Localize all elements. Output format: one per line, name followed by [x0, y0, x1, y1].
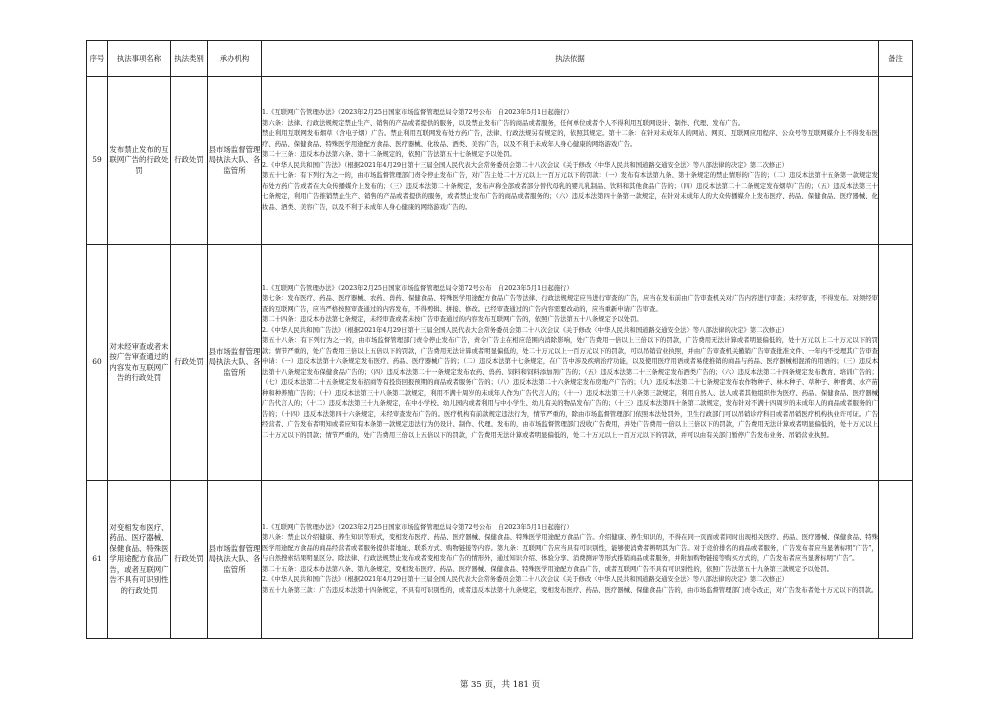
basis-paragraph: 第八条：禁止以介绍健康、养生知识等形式，变相发布医疗、药品、医疗器械、保健食品、特殊医学用途配方食品广告。介绍健康、养生知识的，不得在同一页面或者同时出现相关医疗、药品、医疗器械、保健食品、特殊医学用途配方食品的商品经营者或者服务提供者地址、联系方式、购物链接等内容。第九条：互联网广告应当具有可识别性，能够使消费者辨明其为广告。对于竞价排名的商品或者服务，广告发布者应当显著标明“广告”，与自然搜索结果明显区分。除法律、行政法规禁止发布或者变相发布广告的情形外，通过知识介绍、体验分享、消费测评等形式推销商品或者服务，并附加购物链接等购买方式的，广告发布者应当显著标明“广告”。 — [262, 534, 878, 563]
row-basis — [262, 245, 879, 481]
header-agency: 承办机构 — [208, 41, 262, 77]
header-item-name: 执法事项名称 — [108, 41, 171, 77]
basis-paragraph: 2.《中华人民共和国广告法》（根据2021年4月29日第十三届全国人民代表大会常务委员会第二十八次会议《关于修改〈中华人民共和国道路交通安全法〉等八部法律的决定》第二次修正） — [262, 161, 788, 169]
row-basis — [262, 481, 879, 639]
row-category: 行政处罚 — [171, 481, 208, 639]
row-remarks — [879, 245, 913, 481]
row-agency: 县市场监督管理局执法大队、各监管所 — [208, 77, 262, 245]
basis-paragraph: 禁止利用互联网发布烟草（含电子烟）广告。禁止利用互联网发布处方药广告，法律、行政法规另有规定的，依照其规定。第十二条：在针对未成年人的网站、网页、互联网应用程序、公众号等互联网媒介上不得发布医疗、药品、保健食品、特殊医学用途配方食品、医疗器械、化妆品、酒类、美容广告，以及不利于未成年人身心健康的网络游戏广告。 — [262, 130, 878, 148]
row-agency: 县市场监督管理局执法大队、各监管所 — [208, 245, 262, 481]
basis-paragraph: 2.《中华人民共和国广告法》（根据2021年4月29日第十三届全国人民代表大会常务委员会第二十八次会议《关于修改〈中华人民共和国道路交通安全法〉等八部法律的决定》第二次修正） — [262, 326, 788, 334]
basis-paragraph: 第六条：法律、行政法规规定禁止生产、销售的产品或者提供的服务，以及禁止发布广告的商品或者服务，任何单位或者个人不得利用互联网设计、制作、代理、发布广告。 — [262, 119, 745, 127]
basis-paragraph: 1.《互联网广告管理办法》（2023年2月25日国家市场监督管理总局令第72号公布 自2023年5月1日起施行） — [262, 523, 573, 531]
row-agency: 县市场监督管理局执法大队、各监管所 — [208, 481, 262, 639]
row-seq: 61 — [87, 481, 108, 639]
basis-paragraph: 1.《互联网广告管理办法》（2023年2月25日国家市场监督管理总局令第72号公布 自2023年5月1日起施行） — [262, 284, 573, 292]
table-row — [87, 77, 913, 245]
row-item-name: 对变相发布医疗、药品、医疗器械、保健食品、特殊医学用途配方食品广告，或者互联网广告不具有可识别性的行政处罚 — [108, 481, 171, 639]
basis-paragraph: 第二十五条：违反本办法第八条、第九条规定，变相发布医疗、药品、医疗器械、保健食品、特殊医学用途配方食品广告，或者互联网广告不具有可识别性的，依照广告法第五十九条第三款规定予以处罚。 — [262, 565, 833, 573]
basis-paragraph: 第二十三条：违反本办法第六条、第十二条规定的，依照广告法第五十七条规定予以处罚。 — [262, 151, 516, 158]
table-header-row — [87, 41, 913, 77]
row-basis — [262, 77, 879, 245]
basis-paragraph: 第五十九条第三款：广告违反本法第十四条规定，不具有可识别性的，或者违反本法第十九条规定，变相发布医疗、药品、医疗器械、保健食品广告的，由市场监督管理部门责令改正，对广告发布者处十万元以下的罚款。 — [262, 586, 878, 594]
enforcement-table — [86, 40, 913, 639]
row-seq: 59 — [87, 77, 108, 245]
basis-paragraph: 2.《中华人民共和国广告法》（根据2021年4月29日第十三届全国人民代表大会常务委员会第二十八次会议《关于修改〈中华人民共和国道路交通安全法〉等八部法律的决定》第二次修正） — [262, 576, 788, 584]
basis-paragraph: 1.《互联网广告管理办法》（2023年2月25日国家市场监督管理总局令第72号公布 自2023年5月1日起施行） — [262, 109, 573, 116]
basis-paragraph: 第五十八条：有下列行为之一的，由市场监督管理部门责令停止发布广告，责令广告主在相应范围内消除影响，处广告费用一倍以上三倍以下的罚款，广告费用无法计算或者明显偏低的，处十万元以上二十万元以下的罚款；情节严重的，处广告费用三倍以上五倍以下的罚款，广告费用无法计算或者明显偏低的，处二十万元以上一百万元以下的罚款，可以吊销营业执照，并由广告审查机关撤销广告审查批准文件、一年内不受理其广告审查申请：（一）违反本法第十六条规定发布医疗、药品、医疗器械广告的；（二）违反本法第十七条规定，在广告中涉及疾病治疗功能，以及使用医疗用语或者易使推销的商品与药品、医疗器械相混淆的用语的；（三）违反本法第十八条规定发布保健食品广告的；（四）违反本法第二十一条规定发布农药、兽药、饲料和饲料添加剂广告的；（五）违反本法第二十三条规定发布酒类广告的；（六）违反本法第二十四条规定发布教育、培训广告的；（七）违反本法第二十五条规定发布招商等有投资回报预期的商品或者服务广告的；（八）违反本法第二十六条规定发布房地产广告的；（九）违反本法第二十七条规定发布农作物种子、林木种子、草种子、种畜禽、水产苗种和种养殖广告的；（十）违反本法第三十八条第二款规定，利用不满十周岁的未成年人作为广告代言人的；（十一）违反本法第三十八条第三款规定，利用自然人、法人或者其他组织作为医疗、药品、保健食品、医疗器械广告代言人的；（十二）违反本法第三十九条规定，在中小学校、幼儿园内或者利用与中小学生、幼儿有关的物品发布广告的；（十三）违反本法第四十条第二款规定，发布针对不满十四周岁的未成年人的商品或者服务的广告的；（十四）违反本法第四十六条规定，未经审查发布广告的。医疗机构有前款规定违法行为，情节严重的，除由市场监督管理部门依照本法处罚外，卫生行政部门可以吊销诊疗科目或者吊销医疗机构执业许可证。广告经营者、广告发布者明知或者应知有本条第一款规定违法行为仍设计、制作、代理、发布的，由市场监督管理部门没收广告费用，并处广告费用一倍以上三倍以下的罚款，广告费用无法计算或者明显偏低的，处十万元以上二十万元以下的罚款；情节严重的，处广告费用三倍以上五倍以下的罚款，广告费用无法计算或者明显偏低的，处二十万元以上一百万元以下的罚款，并可以由有关部门暂停广告发布业务、吊销营业执照。 — [262, 337, 878, 439]
row-remarks — [879, 77, 913, 245]
basis-paragraph: 第二十四条：违反本办法第七条规定，未经审查或者未按广告审查通过的内容发布互联网广告的，依照广告法第五十八条规定予以处罚。 — [262, 316, 643, 324]
row-seq: 60 — [87, 245, 108, 481]
row-category: 行政处罚 — [171, 245, 208, 481]
table-row — [87, 245, 913, 481]
header-basis: 执法依据 — [262, 41, 879, 77]
header-seq: 序号 — [87, 41, 108, 77]
row-item-name: 对未经审查或者未按广告审查通过的内容发布互联网广告的行政处罚 — [108, 245, 171, 481]
header-category: 执法类别 — [171, 41, 208, 77]
header-remarks: 备注 — [879, 41, 913, 77]
basis-paragraph: 第五十七条：有下列行为之一的，由市场监督管理部门责令停止发布广告，对广告主处二十万元以上一百万元以下的罚款：（一）发布有本法第九条、第十条规定的禁止情形的广告的；（二）违反本法第十五条第一款规定发布处方药广告或者在大众传播媒介上发布的；（三）违反本法第二十条规定，发布声称全部或者部分替代母乳的婴儿乳制品、饮料和其他食品广告的；（四）违反本法第二十二条规定发布烟草广告的；（五）违反本法第三十七条规定，利用广告推销禁止生产、销售的产品或者提供的服务，或者禁止发布广告的商品或者服务的；（六）违反本法第四十条第一款规定，在针对未成年人的大众传播媒介上发布医疗、药品、保健食品、医疗器械、化妆品、酒类、美容广告，以及不利于未成年人身心健康的网络游戏广告的。 — [262, 172, 878, 211]
page-number: 第 35 页，共 181 页 — [459, 680, 541, 690]
row-category: 行政处罚 — [171, 77, 208, 245]
table-row — [87, 481, 913, 639]
row-item-name: 发布禁止发布的互联网广告的行政处罚 — [108, 77, 171, 245]
row-remarks — [879, 481, 913, 639]
basis-paragraph: 第七条：发布医疗、药品、医疗器械、农药、兽药、保健食品、特殊医学用途配方食品广告等法律、行政法规规定应当进行审查的广告，应当在发布前由广告审查机关对广告内容进行审查；未经审查，不得发布。对须经审查的互联网广告，应当严格按照审查通过的内容发布，不得剪辑、拼接、修改。已经审查通过的广告内容需要改动的，应当重新申请广告审查。 — [262, 295, 878, 313]
